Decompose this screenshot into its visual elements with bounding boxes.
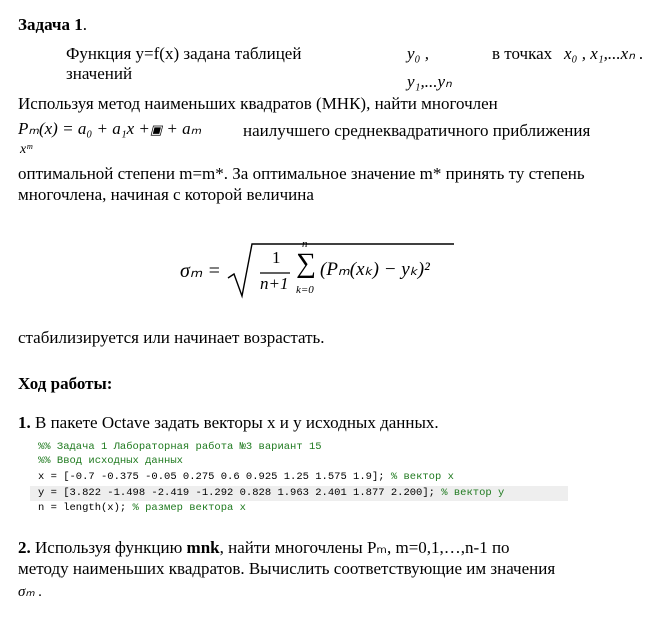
poly-formula-tail: + aₘ xyxy=(166,119,202,138)
sum-lower: k=0 xyxy=(296,284,314,296)
code-line-5-comment: % размер вектора x xyxy=(126,502,246,514)
step-1 xyxy=(18,413,439,433)
polynomial-formula xyxy=(18,119,201,140)
step-2-text-b: , найти многочлены Pₘ, m=0,1,…,n-1 по xyxy=(219,538,510,557)
octave-code-block xyxy=(30,432,568,518)
formula-denominator: n+1 xyxy=(260,274,289,293)
y-values-top: y₀ , xyxy=(407,44,429,63)
x-points: x₀ , x₁,...xₙ . xyxy=(564,44,644,63)
code-line-3-code: x = [-0.7 -0.375 -0.05 0.275 0.6 0.925 1.25 1.575 1.9]; xyxy=(38,471,385,483)
y-values-bottom: y₁,...yₙ xyxy=(407,72,452,91)
task-title xyxy=(18,15,87,35)
step-1-text: В пакете Octave задать векторы x и y исходных данных. xyxy=(35,413,439,432)
broken-image-icon: ▣ xyxy=(149,122,163,138)
optimal-line-1: оптимальной степени m=m*. За оптимальное значение m* принять ту степень xyxy=(18,164,585,183)
step-2-func: mnk xyxy=(186,538,220,557)
code-line-4-comment: % вектор y xyxy=(434,487,505,499)
task-title-dot: . xyxy=(82,15,87,34)
code-line-2: %% Ввод исходных данных xyxy=(38,455,183,467)
step-2-line-2: методу наименьших квадратов. Вычислить соответствующие им значения xyxy=(18,559,556,578)
function-line-values: значений xyxy=(66,64,133,83)
points-label: в точках xyxy=(492,44,553,63)
code-line-5-code: n = length(x); xyxy=(38,502,127,514)
formula-lhs: σₘ = xyxy=(180,260,221,282)
sigma-formula xyxy=(180,238,460,304)
workflow-heading: Ход работы: xyxy=(18,374,113,393)
best-approx-text: наилучшего среднеквадратичного приближения xyxy=(243,121,591,140)
code-line-4 xyxy=(38,486,504,500)
sum-sign: ∑ xyxy=(296,248,316,279)
step-2-line-3: σₘ . xyxy=(18,584,43,600)
code-line-3-comment: % вектор x xyxy=(384,471,454,483)
step-2-number: 2. xyxy=(18,538,31,557)
step-1-number: 1. xyxy=(18,413,31,432)
code-line-1: %% Задача 1 Лабораторная работа №3 вариант 15 xyxy=(38,441,322,453)
stabilize-text: стабилизируется или начинает возрастать. xyxy=(18,328,325,347)
code-line-3 xyxy=(38,470,454,484)
optimal-line-2: многочлена, начиная с которой величина xyxy=(18,185,314,204)
sum-upper: n xyxy=(302,238,308,250)
function-line: Функция y=f(x) задана таблицей xyxy=(66,44,302,63)
formula-body: (Pₘ(xₖ) − yₖ)² xyxy=(320,259,430,280)
poly-formula-head: Pₘ(x) = a₀ + a₁x + xyxy=(18,119,150,138)
step-2 xyxy=(18,538,510,558)
formula-numerator: 1 xyxy=(272,248,281,267)
step-2-text-a: Используя функцию xyxy=(35,538,183,557)
task-title-text: Задача 1 xyxy=(18,15,83,34)
code-line-5 xyxy=(38,501,246,515)
poly-x-power: xᵐ xyxy=(20,142,33,157)
code-line-4-code: y = [3.822 -1.498 -2.419 -1.292 0.828 1.963 2.401 1.877 2.200]; xyxy=(38,487,435,499)
mnk-text: Используя метод наименьших квадратов (МНК), найти многочлен xyxy=(18,94,498,113)
